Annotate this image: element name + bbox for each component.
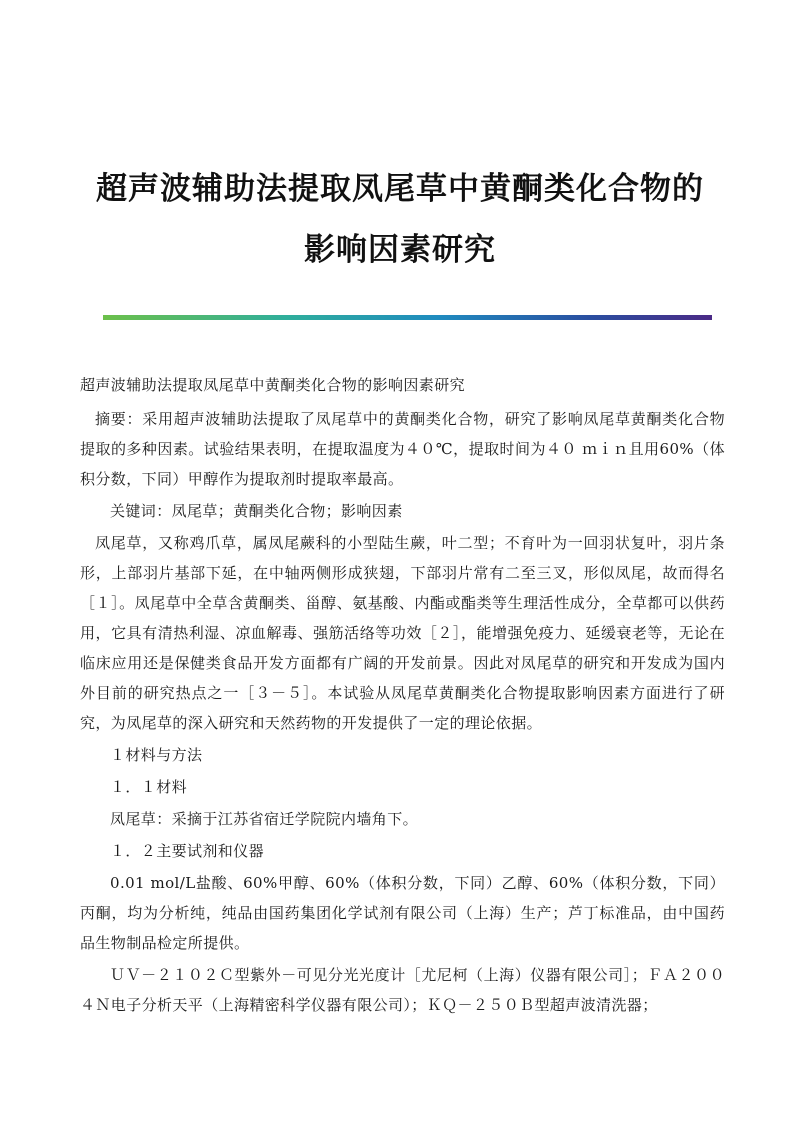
reagents-paragraph: 0.01 mol/L盐酸、60%甲醇、60%（体积分数，下同）乙醇、60%（体积分数，下同）丙酮，均为分析纯，纯品由国药集团化学试剂有限公司（上海）生产；芦丁标准品，由中国药品生物制品检定所提供。 [80, 874, 725, 952]
instruments-paragraph: ＵＶ－２１０２Ｃ型紫外－可见分光光度计［尤尼柯（上海）仪器有限公司］；ＦＡ２００４Ｎ电子分析天平（上海精密科学仪器有限公司）；ＫＱ－２５０Ｂ型超声波清洗器； [80, 966, 725, 1014]
section-heading: １材料与方法 [110, 746, 203, 764]
subsection-heading-materials: １．１材料 [110, 778, 188, 796]
keywords-paragraph: 关键词：凤尾草；黄酮类化合物；影响因素 [110, 502, 403, 520]
document-title-line-1: 超声波辅助法提取凤尾草中黄酮类化合物的 [96, 171, 704, 207]
document-title-line-2: 影响因素研究 [304, 232, 496, 268]
materials-paragraph: 凤尾草：采摘于江苏省宿迁学院院内墙角下。 [110, 810, 419, 828]
subtitle-paragraph: 超声波辅助法提取凤尾草中黄酮类化合物的影响因素研究 [80, 376, 466, 394]
intro-paragraph: 凤尾草，又称鸡爪草，属凤尾蕨科的小型陆生蕨，叶二型；不育叶为一回羽状复叶，羽片条形，上部羽片基部下延，在中轴两侧形成狭翅，下部羽片常有二至三叉，形似凤尾，故而得名［１］。凤尾草中全草含黄酮类、甾醇、氨基酸、内酯或酯类等生理活性成分，全草都可以供药用，它具有清热利湿、凉血解毒、强筋活络等功效［２］，能增强免疫力、延缓衰老等，无论在临床应用还是保健类食品开发方面都有广阔的开发前景。因此对凤尾草的研究和开发成为国内外目前的研究热点之一［３－５］。本试验从凤尾草黄酮类化合物提取影响因素方面进行了研究，为凤尾草的深入研究和天然药物的开发提供了一定的理论依据。 [80, 534, 725, 732]
document-body [80, 370, 725, 1020]
subsection-heading-reagents: １．２主要试剂和仪器 [110, 842, 265, 860]
gradient-divider [103, 315, 712, 320]
abstract-paragraph: 摘要：采用超声波辅助法提取了凤尾草中的黄酮类化合物，研究了影响凤尾草黄酮类化合物提取的多种因素。试验结果表明，在提取温度为４０℃，提取时间为４０ ｍｉｎ且用60%（体积分数，下同）甲醇作为提取剂时提取率最高。 [80, 410, 725, 488]
